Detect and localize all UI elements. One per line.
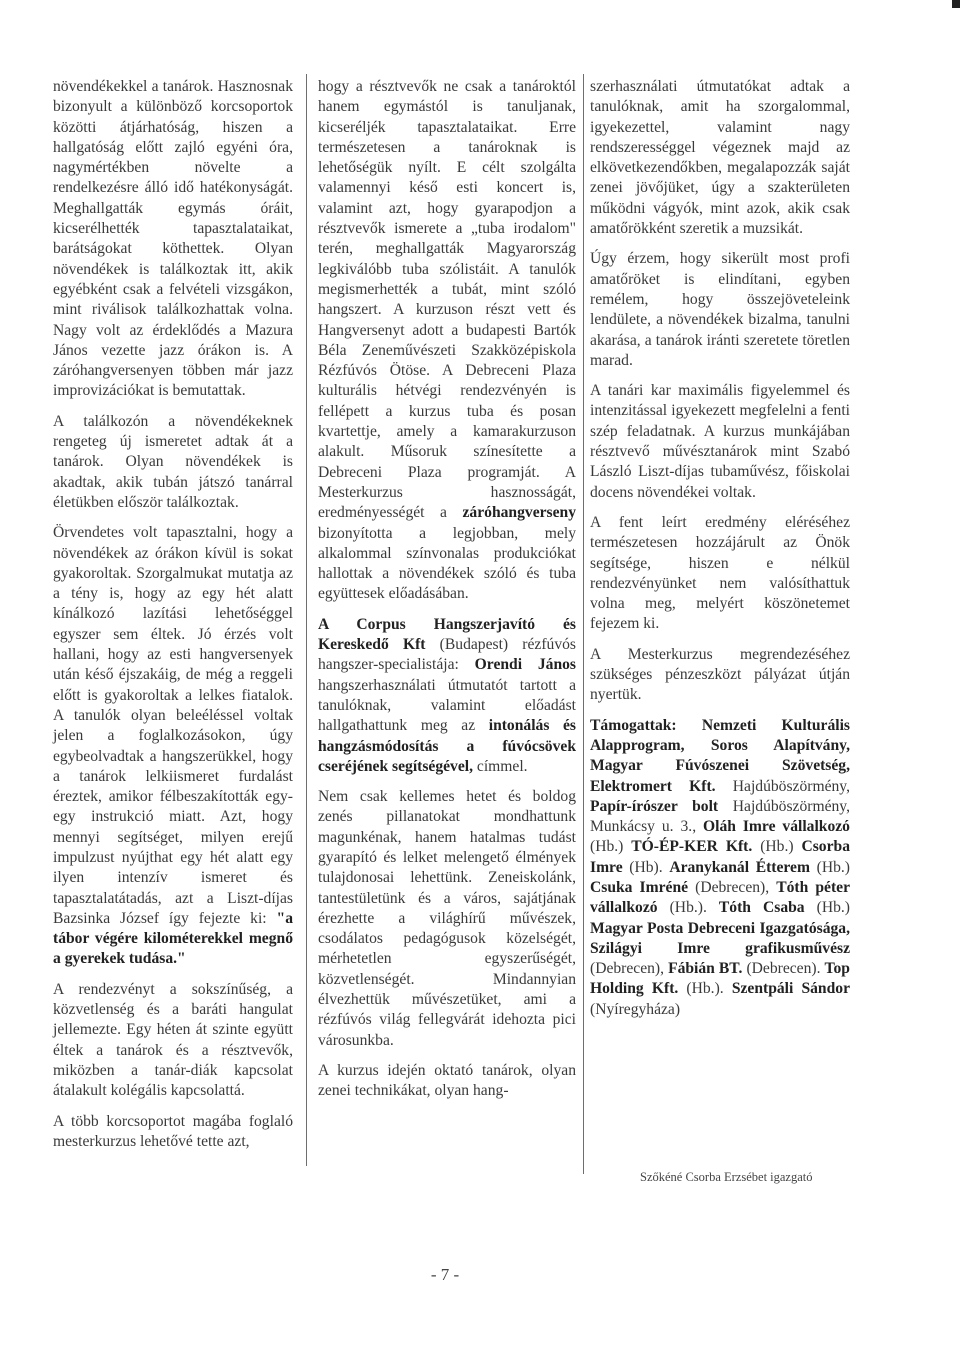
sponsor-bold: Oláh Imre vállalkozó	[703, 818, 850, 836]
bold-text: A Corpus Hangszerjavító és Kereskedő Kft	[318, 615, 576, 654]
sponsor-bold: Magyar Posta Debreceni Igazgatósága, Szilágyi Imre grafikusművész	[590, 919, 850, 957]
sponsor-text: (Debrecen),	[688, 878, 777, 896]
sponsor-text: (Hb.)	[590, 838, 632, 856]
sponsors-paragraph	[590, 716, 850, 1020]
quote-bold: "a tábor végére kilométerekkel megnő a gyerekek tudása."	[53, 909, 293, 968]
paragraph-text: Örvendetes volt tapasztalni, hogy a növendékek az órákon kívül is sokat gyakoroltak. Szorgalmukat mutatja az a tény is, hogy az egy hét alatt kínálkozó lazítási lehetőséggel egyszer sem éltek. Jó érzés volt hallani, hogy az esti hangversenyek után késő éjszakáig, de még a reggeli előtt is gyakoroltak a lelkes fiatalok. A tanulók olyan beleéléssel voltak jelen a foglalkozásokon, úgy egybeolvadtak a hangszerükkel, hogy a tanárok lelkiismeret furdalást éreztek, amikor félbeszakították egy-egy instrukció miatt. Azt, hogy mennyi segítséget, milyen erejű impulzust nyújthat egy hét alatt egy ilyen intenzív ismeret és tapasztalatátadás, azt a Liszt-díjas Bazsinka József így fejezte ki:	[53, 524, 293, 927]
sponsor-bold: TÓ-ÉP-KER Kft.	[631, 838, 753, 856]
sponsor-bold: Tóth péter vállalkozó	[590, 878, 850, 917]
paragraph: Nem csak kellemes hetet és boldog zenés pillanatokat mondhattunk magunkénak, hanem hatalmas tudást gyarapító és lelket melengető élmények tulajdonosai lehettünk. Zeneiskolánk, tantestületünk és a város, sajátjának érezhette a világhírű művészek, csodálatos pedagógusok közelségét, mérhetetlen egyszerűségét, közvetlenségét. Mindannyian élvezhettük művészetüket, ami a rézfúvós világ fellegvárát idehozta pici városunkba.	[318, 788, 576, 1049]
bold-text: záróhangverseny	[462, 504, 576, 522]
paragraph	[318, 615, 576, 777]
paragraph-text: hogy a résztvevők ne csak a tanároktól hanem egymástól is tanuljanak, kicseréljék tapasztalataikat. Erre természetesen a tanároknak is lehetőségük nyílt. E célt szolgálta valamennyi késő esti koncert is, valamint azt, hogy gyarapodjon a résztvevők ismerete a „tuba irodalom" terén, meghallgatták Magyarország legkiválóbb tuba szólistáit. A tanulók megismerhették a tubát, mint szóló hangszert. A kurzuson részt vett és Hangversenyt adott a budapesti Bartók Béla Zeneművészeti Szakközépiskola Rézfúvós Ötöse. A Debreceni Plaza kulturális hétvégi rendezvényén is fellépett a kurzus tuba és posan kvartettje, amely a kamarakurzuson alakult. Műsoruk színesítette a Debreceni Plaza programját. A Mesterkurzus hasznosságát, eredményességét a	[318, 78, 576, 522]
scan-corner-mark	[952, 0, 960, 8]
paragraph-text: hangszerhasználati útmutatót tartott a tanulóknak, valamint előadást hallgathattunk meg az	[318, 676, 576, 735]
paragraph-text: címmel.	[473, 757, 528, 775]
paragraph: növendékekkel a tanárok. Hasznosnak bizonyult a különböző korcsoportok közötti átjárhatóság, hiszen a hallgatóság előtt zajló egyéni óra, nagymértékben növelte a rendelkezésre álló idő hatékonyságát. Meghallgatták egymás óráit, kicserélhették tapasztalataikat, barátságokat köthettek. Olyan növendékek is találkoztak itt, akik egyébként csak a felvételi vizsgákon, mint riválisok találkozhattak volna. Nagy volt az érdeklődés a Mazura János vezette jazz órákon is. A záróhangversenyen többen már jazz improvizációkat is bemutattak.	[53, 78, 293, 400]
sponsor-text: (Hb.)	[752, 838, 802, 856]
paragraph: szerhasználati útmutatókat adtak a tanulóknak, amit ha szorgalommal, igyekezettel, valamint nagy rendszerességgel végeznek majd az elkövetkezendőkben, megalapozzák saját zenei jövőjüket, úgy a szakterületen működni vágyók, mint azok, akik csak amatőrökként szeretik a muzsikát.	[590, 78, 850, 238]
column-divider	[583, 74, 584, 1174]
paragraph: Úgy érzem, hogy sikerült most profi amatőröket is elindítani, egyben remélem, hogy összejöveteleink lendülete, a növendékek bizalma, tanulni akarása, a tanárok iránti szeretete töretlen marad.	[590, 250, 850, 369]
paragraph: A kurzus idején oktató tanárok, olyan zenei technikákat, olyan hang-	[318, 1061, 576, 1100]
text-column-1	[53, 77, 293, 1162]
sponsor-text: Hajdúböszörmény, Munkácsy u. 3.,	[590, 797, 850, 836]
sponsor-text: (Hb.).	[678, 980, 732, 998]
paragraph: A több korcsoportot magába foglaló mesterkurzus lehetővé tette azt,	[53, 1112, 293, 1150]
paragraph-text: bizonyította a legjobban, mely alkalommal színvonalas produkciókat hallottak a növendékek szóló és tuba együttesek előadásában.	[318, 524, 576, 603]
sponsor-bold: Csorba Imre	[590, 838, 850, 876]
sponsor-text: Hajdúböszörmény,	[715, 777, 850, 795]
sponsor-bold: Top Holding Kft.	[590, 960, 850, 998]
sponsor-text: (Hb).	[622, 858, 670, 876]
sponsor-text: (Hb.)	[809, 858, 850, 876]
paragraph-text: (Budapest) rézfúvós hangszer-specialistája:	[318, 636, 576, 674]
sponsor-bold: Szentpáli Sándor	[731, 980, 850, 998]
text-column-2	[318, 77, 576, 1112]
sponsor-bold: Tóth Csaba	[718, 899, 805, 917]
sponsor-text: (Hb.)	[804, 899, 850, 917]
paragraph: A Mesterkurzus megrendezéséhez szükséges pénzeszközt pályázat útján nyertük.	[590, 645, 850, 704]
sponsor-text: (Debrecen).	[742, 960, 825, 978]
paragraph	[318, 77, 576, 605]
column-divider	[306, 74, 307, 1166]
sponsor-bold: Aranykanál Étterem	[669, 858, 810, 876]
sponsor-bold: Papír-írószer bolt	[590, 797, 719, 815]
bold-text: intonálás és hangzásmódosítás a fúvócsövek cseréjének segítségével,	[318, 717, 576, 775]
sponsor-text: (Nyíregyháza)	[590, 1000, 681, 1018]
paragraph	[53, 523, 293, 970]
paragraph: A rendezvényt a sokszínűség, a közvetlenség és a baráti hangulat jellemezte. Egy héten át szinte együtt éltek a tanárok és a résztvevők, miközben a tanár-diák kapcsolat átalakult kolégális kapcsolattá.	[53, 980, 293, 1100]
signature: Szőkéné Csorba Erzsébet igazgató	[640, 1170, 813, 1184]
bold-text: Orendi János	[474, 656, 576, 674]
paragraph: A találkozón a növendékeknek rengeteg új ismeretet adtak át a tanárok. Olyan növendékek is akadtak, akik tubán játszó tanárral életükben először találkoztak.	[53, 412, 293, 511]
sponsor-text: (Hb.).	[657, 899, 719, 917]
sponsor-bold: Fábián BT.	[668, 960, 743, 978]
sponsor-bold: Támogattak: Nemzeti Kulturális Alapprogram, Soros Alapítvány, Magyar Fúvószenei Szövetség, Elektromert Kft.	[590, 716, 850, 795]
paragraph: A fent leírt eredmény eléréséhez természetesen hozzájárult az Önök segítsége, hiszen e nélkül rendezvényünket nem valósíthattuk volna meg, melyért köszönetemet fejezem ki.	[590, 513, 850, 633]
text-column-3	[590, 77, 850, 1030]
sponsor-text: (Debrecen),	[590, 960, 669, 978]
paragraph: A tanári kar maximális figyelemmel és intenzitással igyekezett megfelelni a fenti szép feladatnak. A kurzus munkájában résztvevő művésztanárok mint Szabó László Liszt-díjas tubaművész, főiskolai docens növendékei voltak.	[590, 382, 850, 501]
page-number: - 7 -	[430, 1265, 460, 1284]
sponsor-bold: Csuka Imréné	[590, 878, 689, 896]
